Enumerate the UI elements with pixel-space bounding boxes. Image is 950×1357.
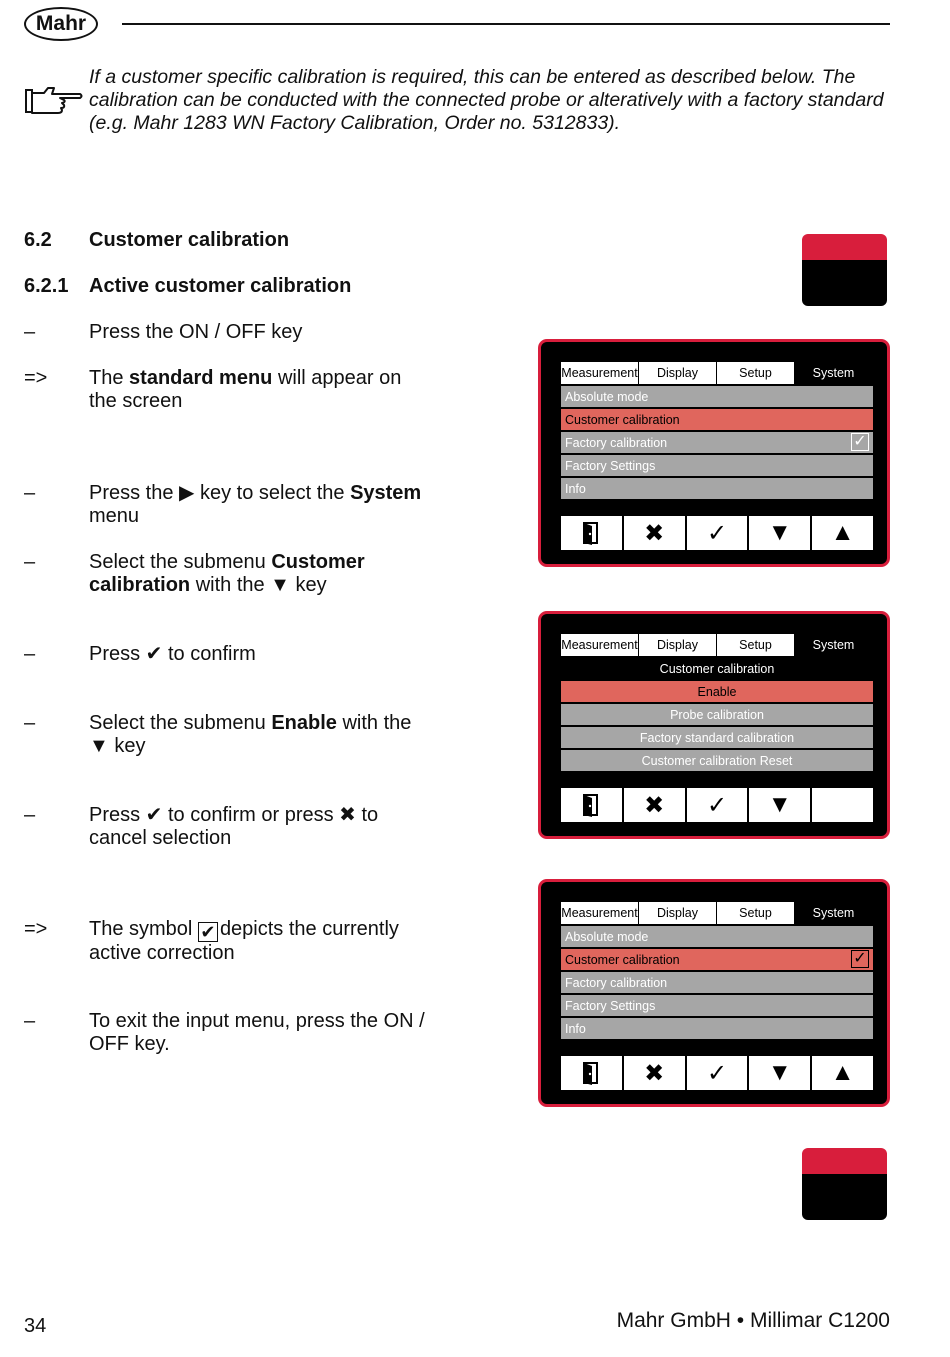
- page-number: 34: [24, 1315, 47, 1337]
- tab-setup[interactable]: Setup: [717, 362, 795, 384]
- menu-item[interactable]: [561, 750, 873, 771]
- menu-item[interactable]: [561, 1018, 873, 1039]
- exit-key[interactable]: [561, 788, 622, 822]
- menu-item[interactable]: [561, 455, 873, 476]
- menu-item-label: Factory calibration: [565, 435, 668, 450]
- result-marker: =>: [24, 918, 48, 940]
- menu-item-label: Info: [565, 481, 586, 496]
- onoff-key-graphic: [802, 1148, 887, 1220]
- menu-item-label: Probe calibration: [670, 707, 764, 722]
- step-marker: –: [24, 1010, 36, 1032]
- menu-tabs: [561, 634, 873, 658]
- tab-display[interactable]: Display: [639, 902, 717, 924]
- softkey-bar: [561, 788, 873, 822]
- device-screen: [538, 339, 890, 567]
- blank-key[interactable]: [812, 788, 873, 822]
- menu-item[interactable]: [561, 995, 873, 1016]
- menu-item-label: Factory Settings: [565, 458, 656, 473]
- step-marker: –: [24, 804, 36, 826]
- menu-item[interactable]: [561, 704, 873, 725]
- menu-item-label: Enable: [697, 684, 737, 699]
- down-key[interactable]: ▼: [749, 1056, 810, 1090]
- step-text: The symbol ✔ depicts the currently active correction: [89, 918, 399, 964]
- exit-key[interactable]: [561, 516, 622, 550]
- exit-key[interactable]: [561, 1056, 622, 1090]
- menu-list: [561, 386, 873, 501]
- section-number: 6.2: [24, 229, 52, 251]
- menu-item-label: Customer calibration: [565, 952, 680, 967]
- section-title: Customer calibration: [89, 229, 290, 251]
- confirm-key[interactable]: ✓: [687, 1056, 748, 1090]
- step-marker: –: [24, 643, 36, 665]
- step-marker: –: [24, 712, 36, 734]
- menu-item[interactable]: [561, 409, 873, 430]
- down-key[interactable]: ▼: [749, 788, 810, 822]
- menu-item[interactable]: [561, 727, 873, 748]
- menu-item-label: Absolute mode: [565, 389, 649, 404]
- up-key[interactable]: ▲: [812, 1056, 873, 1090]
- menu-item-label: Factory standard calibration: [639, 730, 795, 745]
- down-key[interactable]: ▼: [749, 516, 810, 550]
- menu-item[interactable]: [561, 432, 873, 453]
- mahr-logo: Mahr: [24, 7, 98, 41]
- checkbox-checked-icon: ✓: [851, 433, 869, 451]
- exit-door-icon: [581, 521, 601, 545]
- footer-text: Mahr GmbH • Millimar C1200: [616, 1309, 890, 1332]
- step-text: Press the ▶ key to select the System menu: [89, 482, 422, 527]
- exit-door-icon: [581, 793, 601, 817]
- tab-system[interactable]: System: [795, 902, 873, 924]
- tab-system[interactable]: System: [795, 634, 873, 656]
- menu-item-label: Customer calibration: [565, 412, 680, 427]
- tab-system[interactable]: System: [795, 362, 873, 384]
- checkbox-checked-icon: ✔: [198, 922, 218, 942]
- result-marker: =>: [24, 367, 48, 389]
- tab-measurement[interactable]: Measurement: [561, 902, 639, 924]
- note-text: If a customer specific calibration is required, this can be entered as described below. The calibration can be conducted with the connected probe or alteratively with a factory standard (e.g. Mahr 1283 WN Factory Calibration, Order no. 5312833).: [89, 66, 884, 134]
- step-text: Select the submenu Enable with the ▼ key: [89, 712, 412, 757]
- subsection-title: Active customer calibration: [89, 275, 352, 297]
- menu-item-label: Info: [565, 1021, 586, 1036]
- menu-item-label: Absolute mode: [565, 929, 649, 944]
- menu-item-label: Customer calibration Reset: [641, 753, 793, 768]
- confirm-key[interactable]: ✓: [687, 788, 748, 822]
- checkbox-checked-icon: ✓: [851, 950, 869, 968]
- device-screen: [538, 879, 890, 1107]
- menu-item-label: Factory calibration: [565, 975, 668, 990]
- up-key[interactable]: ▲: [812, 516, 873, 550]
- onoff-key-graphic: [802, 234, 887, 306]
- submenu-title: Customer calibration: [561, 658, 873, 679]
- tab-measurement[interactable]: Measurement: [561, 362, 639, 384]
- step-text: To exit the input menu, press the ON / OFF key.: [89, 1010, 425, 1055]
- menu-item[interactable]: [561, 972, 873, 993]
- pointing-hand-icon: [24, 84, 84, 118]
- subsection-number: 6.2.1: [24, 275, 69, 297]
- header-rule: [122, 23, 890, 25]
- menu-item[interactable]: [561, 478, 873, 499]
- menu-item[interactable]: [561, 681, 873, 702]
- menu-tabs: [561, 362, 873, 386]
- menu-item[interactable]: [561, 949, 873, 970]
- cancel-key[interactable]: ✖: [624, 516, 685, 550]
- softkey-bar: [561, 516, 873, 550]
- menu-item-label: Factory Settings: [565, 998, 656, 1013]
- step-text: Press ✔ to confirm or press ✖ to cancel selection: [89, 804, 379, 849]
- step-marker: –: [24, 321, 36, 343]
- menu-item[interactable]: [561, 926, 873, 947]
- step-text: Press the ON / OFF key: [89, 321, 303, 343]
- confirm-key[interactable]: ✓: [687, 516, 748, 550]
- exit-door-icon: [581, 1061, 601, 1085]
- step-marker: –: [24, 551, 36, 573]
- tab-display[interactable]: Display: [639, 634, 717, 656]
- tab-display[interactable]: Display: [639, 362, 717, 384]
- step-text: The standard menu will appear on the screen: [89, 367, 402, 412]
- menu-list: [561, 658, 873, 773]
- tab-setup[interactable]: Setup: [717, 634, 795, 656]
- step-marker: –: [24, 482, 36, 504]
- tab-measurement[interactable]: Measurement: [561, 634, 639, 656]
- step-text: Press ✔ to confirm: [89, 643, 256, 665]
- menu-list: [561, 926, 873, 1041]
- softkey-bar: [561, 1056, 873, 1090]
- cancel-key[interactable]: ✖: [624, 1056, 685, 1090]
- device-screen: [538, 611, 890, 839]
- step-text: Select the submenu Customer calibration with the ▼ key: [89, 551, 365, 596]
- menu-item[interactable]: [561, 386, 873, 407]
- cancel-key[interactable]: ✖: [624, 788, 685, 822]
- tab-setup[interactable]: Setup: [717, 902, 795, 924]
- menu-tabs: [561, 902, 873, 926]
